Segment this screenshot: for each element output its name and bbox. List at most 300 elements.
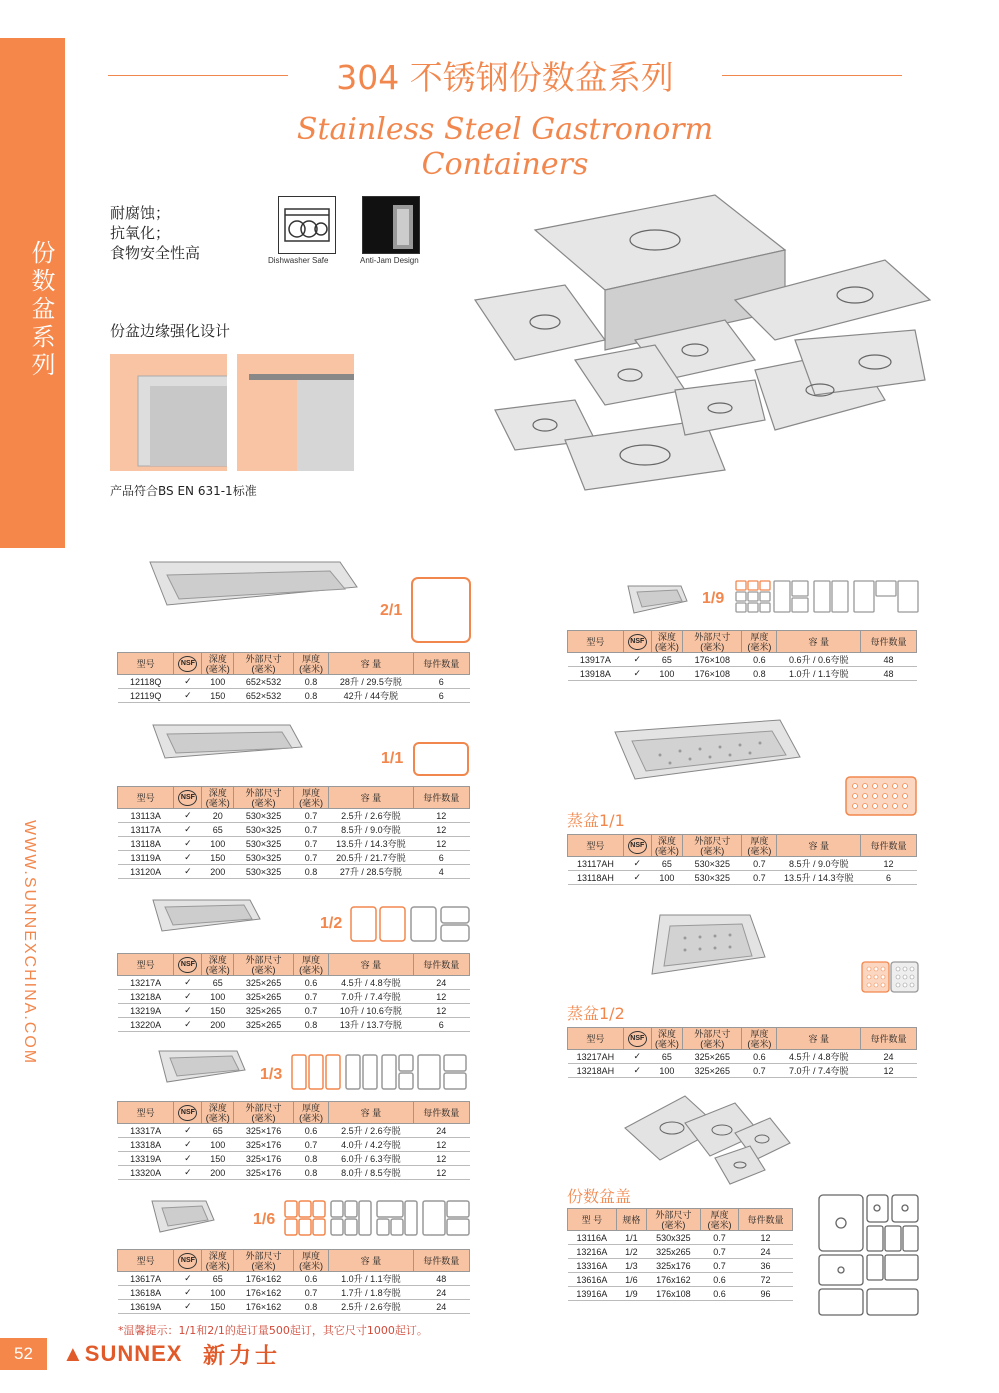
table-cell: 1/2 [616,1245,646,1259]
nsf-icon: NSF [628,634,647,650]
column-header: 每件数量 [413,954,469,976]
table-cell: 652×532 [234,675,294,689]
table-cell: 13219A [118,1004,174,1018]
table-cell: 150 [202,1300,234,1314]
table-cell: ✓ [174,837,202,851]
table-cell: 530×325 [234,865,294,879]
steam-diagram-1-2 [861,961,919,997]
table-cell: 12 [413,1166,469,1180]
diagram-1-2 [349,905,471,947]
table-cell: 0.8 [293,689,328,703]
brand-cn: 新力士 [203,1344,282,1369]
table-cell: 12118Q [118,675,174,689]
table-cell: 13116A [568,1231,617,1245]
table-cell: 6 [861,871,917,885]
spec-table-steam-1-1 [567,834,917,885]
pan-1-6-image [148,1198,218,1240]
table-cell: 0.8 [742,667,777,681]
table-cell: 13217A [118,976,174,990]
nsf-header [174,653,202,675]
table-cell: 4 [413,865,469,879]
column-header: 外部尺寸 (毫米) [683,835,742,857]
page-number: 52 [0,1338,47,1370]
table-cell: ✓ [174,865,202,879]
table-cell: 0.7 [293,1138,328,1152]
nsf-header [174,787,202,809]
table-cell: 4.0升 / 4.2夸脱 [329,1138,413,1152]
column-header: 厚度 (毫米) [293,653,328,675]
table-cell: 0.7 [293,851,328,865]
size-label-1-3: 1/3 [260,1066,283,1083]
edge-photo-1 [110,354,227,471]
spec-table-steam-1-2 [567,1027,917,1078]
table-cell: 13117A [118,823,174,837]
table-cell: 12 [413,1138,469,1152]
bottom-note: *温馨提示：1/1和2/1的起订量500起订，其它尺寸1000起订。 [118,1324,428,1337]
table-cell: ✓ [174,809,202,823]
table-cell: 530×325 [234,823,294,837]
steam-pan-1-2-image [650,912,768,991]
column-header: 厚度 (毫米) [742,1028,777,1050]
column-header: 型号 [118,1102,174,1124]
table-cell: 12 [413,823,469,837]
column-header: 外部尺寸 (毫米) [683,1028,742,1050]
table-cell: 1/3 [616,1259,646,1273]
column-header: 厚度 (毫米) [742,631,777,653]
table-cell: ✓ [174,689,202,703]
table-cell: 7.0升 / 7.4夸脱 [329,990,413,1004]
table-row [568,1273,793,1287]
table-cell: 12 [739,1231,793,1245]
lids-diagram [817,1193,922,1322]
table-cell: 0.8 [293,1300,328,1314]
table-cell: 13216A [568,1245,617,1259]
table-cell: 13.5升 / 14.3夸脱 [777,871,861,885]
table-cell: 6 [413,851,469,865]
table-row [568,1050,917,1064]
table-cell: 176×162 [234,1286,294,1300]
diagram-1-6 [283,1199,471,1241]
table-cell: 652×532 [234,689,294,703]
size-label-1-2: 1/2 [320,915,343,932]
table-cell: 28升 / 29.5夸脱 [329,675,413,689]
table-cell: 0.7 [700,1245,738,1259]
table-cell: ✓ [174,823,202,837]
table-cell: 13117AH [568,857,624,871]
column-header: 容 量 [329,1102,413,1124]
table-cell: 0.8 [293,1018,328,1032]
column-header: 外部尺寸 (毫米) [234,954,294,976]
table-cell: 0.6 [293,1124,328,1138]
table-cell: ✓ [623,857,651,871]
table-cell: 325×265 [683,1050,742,1064]
table-cell: 1.0升 / 1.1夸脱 [777,667,861,681]
table-cell: 13319A [118,1152,174,1166]
table-cell: 2.5升 / 2.6夸脱 [329,809,413,823]
column-header: 容 量 [777,1028,861,1050]
nsf-header [623,1028,651,1050]
column-header: 深度 (毫米) [651,1028,682,1050]
table-cell: 530×325 [234,809,294,823]
table-cell: 1/9 [616,1287,646,1301]
column-header: 容 量 [329,954,413,976]
table-cell: 530×325 [683,871,742,885]
table-cell: ✓ [174,1138,202,1152]
table-cell: 0.6升 / 0.6夸脱 [777,653,861,667]
pan-2-1-image [145,557,360,613]
column-header: 容 量 [329,653,413,675]
column-header: 厚度 (毫米) [742,835,777,857]
table-row [118,1300,470,1314]
table-cell: 1/6 [616,1273,646,1287]
table-cell: ✓ [174,1152,202,1166]
table-cell: ✓ [174,1004,202,1018]
table-cell: 530×325 [683,857,742,871]
table-cell: 13217AH [568,1050,624,1064]
table-cell: 13119A [118,851,174,865]
column-header: 规格 [616,1209,646,1231]
table-row [568,1245,793,1259]
pan-1-2-image [148,897,263,939]
table-cell: 13318A [118,1138,174,1152]
table-cell: 150 [202,689,234,703]
table-cell: 176×162 [234,1300,294,1314]
table-cell: ✓ [174,990,202,1004]
column-header: 厚度 (毫米) [293,787,328,809]
table-cell: ✓ [174,1124,202,1138]
table-cell: 0.8 [293,675,328,689]
table-cell: 13317A [118,1124,174,1138]
table-row [118,1018,470,1032]
nsf-icon: NSF [178,957,197,973]
table-cell: 100 [202,1286,234,1300]
table-cell: 12 [413,1004,469,1018]
column-header: 深度 (毫米) [651,835,682,857]
feature-list [110,203,200,263]
table-cell: 24 [739,1245,793,1259]
size-label-2-1: 2/1 [380,602,403,619]
spec-table-1-1 [117,786,470,879]
table-cell: 13918A [568,667,624,681]
edge-photo-2 [237,354,354,471]
steam-label-1-1: 蒸盆1/1 [567,811,625,830]
table-cell: 0.6 [293,1272,328,1286]
table-cell: 13220A [118,1018,174,1032]
diagram-1-3 [290,1053,470,1095]
diagram-1-9 [734,579,920,619]
table-cell: 176x108 [646,1287,700,1301]
table-cell: 100 [202,675,234,689]
table-cell: 13.5升 / 14.3夸脱 [329,837,413,851]
table-cell: 65 [202,823,234,837]
table-cell: 325×265 [234,1004,294,1018]
lids-image [620,1088,800,1202]
nsf-icon: NSF [178,656,197,672]
table-cell: 13617A [118,1272,174,1286]
table-cell: 12 [413,837,469,851]
table-row [118,1166,470,1180]
column-header: 外部尺寸 (毫米) [683,631,742,653]
column-header: 厚度 (毫米) [293,1102,328,1124]
table-cell: 325×265 [683,1064,742,1078]
table-cell: 20 [202,809,234,823]
table-cell: 48 [861,667,917,681]
table-cell: ✓ [623,667,651,681]
table-cell: 100 [202,990,234,1004]
table-cell: ✓ [623,1064,651,1078]
table-cell: 325×265 [234,990,294,1004]
column-header: 型号 [568,631,624,653]
table-cell: 13120A [118,865,174,879]
table-cell: 0.6 [293,976,328,990]
table-cell: 10升 / 10.6夸脱 [329,1004,413,1018]
hero-product-image [455,190,950,504]
standard-text: 产品符合BS EN 631-1标准 [110,484,257,498]
table-cell: 0.7 [742,857,777,871]
table-cell: 0.7 [293,809,328,823]
feature-line: 食物安全性高 [110,244,201,262]
table-cell: ✓ [623,1050,651,1064]
spec-table-1-6 [117,1249,470,1314]
table-cell: 12119Q [118,689,174,703]
table-row [118,851,470,865]
table-cell: 13619A [118,1300,174,1314]
table-cell: 8.5升 / 9.0夸脱 [329,823,413,837]
spec-table-1-9 [567,630,917,681]
table-row [118,1286,470,1300]
table-cell: 13320A [118,1166,174,1180]
column-header: 深度 (毫米) [202,954,234,976]
table-cell: 176×108 [683,653,742,667]
table-cell: 176x162 [646,1273,700,1287]
column-header: 型号 [568,835,624,857]
spec-table-lids [567,1208,793,1301]
table-cell: ✓ [174,1300,202,1314]
column-header: 外部尺寸 (毫米) [646,1209,700,1231]
table-row [118,1004,470,1018]
diagram-1-1 [412,741,470,781]
table-cell: 65 [651,1050,682,1064]
table-row [118,689,470,703]
table-cell: 200 [202,1166,234,1180]
table-cell: 24 [413,1124,469,1138]
nsf-header [623,631,651,653]
column-header: 深度 (毫米) [202,787,234,809]
feature-line: 耐腐蚀； [110,204,171,222]
table-row [118,675,470,689]
diagram-2-1 [410,576,472,648]
table-cell: 1.7升 / 1.8夸脱 [329,1286,413,1300]
side-title: 份数盆系列 [27,240,55,380]
table-cell: 48 [413,1272,469,1286]
table-cell: 325x265 [646,1245,700,1259]
dishwasher-label: Dishwasher Safe [268,256,329,265]
table-cell: 13316A [568,1259,617,1273]
table-cell: ✓ [623,871,651,885]
table-cell: 0.7 [742,1064,777,1078]
table-cell: 0.6 [700,1273,738,1287]
nsf-icon: NSF [628,1031,647,1047]
table-cell: 0.8 [293,1152,328,1166]
table-row [118,990,470,1004]
table-cell: 0.7 [700,1259,738,1273]
table-cell: 1.0升 / 1.1夸脱 [329,1272,413,1286]
table-cell: 0.7 [293,837,328,851]
table-cell: 65 [651,857,682,871]
table-cell: 0.7 [293,1286,328,1300]
table-row [118,1138,470,1152]
table-cell: 65 [202,976,234,990]
table-cell: 13118AH [568,871,624,885]
table-cell: 24 [861,1050,917,1064]
table-row [118,823,470,837]
table-cell: ✓ [174,1018,202,1032]
table-cell: 13916A [568,1287,617,1301]
table-cell: 100 [202,1138,234,1152]
table-cell: 65 [202,1124,234,1138]
table-cell: 6 [413,1018,469,1032]
table-row [568,1259,793,1273]
table-row [118,1124,470,1138]
table-cell: 530×325 [234,851,294,865]
table-row [118,837,470,851]
table-row [118,809,470,823]
table-cell: 100 [651,1064,682,1078]
table-cell: 0.8 [293,865,328,879]
table-cell: 13升 / 13.7夸脱 [329,1018,413,1032]
nsf-icon: NSF [628,838,647,854]
table-cell: 24 [413,976,469,990]
table-row [568,1231,793,1245]
table-cell: 12 [861,857,917,871]
table-row [568,667,917,681]
table-cell: ✓ [174,1272,202,1286]
column-header: 容 量 [329,1250,413,1272]
table-cell: 6 [413,675,469,689]
anti-jam-icon [362,196,420,254]
column-header: 外部尺寸 (毫米) [234,653,294,675]
table-cell: 36 [739,1259,793,1273]
table-cell: 13118A [118,837,174,851]
table-cell: 13113A [118,809,174,823]
nsf-header [174,954,202,976]
table-cell: 2.5升 / 2.6夸脱 [329,1300,413,1314]
column-header: 型号 [118,653,174,675]
feature-line: 抗氧化； [110,224,171,242]
column-header: 外部尺寸 (毫米) [234,787,294,809]
table-cell: 4.5升 / 4.8夸脱 [777,1050,861,1064]
column-header: 容 量 [777,631,861,653]
spec-table-1-2 [117,953,470,1032]
table-cell: 13917A [568,653,624,667]
table-cell: 24 [413,1286,469,1300]
steam-label-1-2: 蒸盆1/2 [567,1004,625,1023]
table-cell: 27升 / 28.5夸脱 [329,865,413,879]
table-cell: 72 [739,1273,793,1287]
column-header: 深度 (毫米) [202,1102,234,1124]
table-cell: 325×176 [234,1138,294,1152]
table-cell: 325×176 [234,1152,294,1166]
spec-table-2-1 [117,652,470,703]
table-cell: ✓ [174,1166,202,1180]
nsf-header [623,835,651,857]
brand-name: SUNNEX [84,1341,183,1366]
table-row [118,1152,470,1166]
table-row [568,653,917,667]
edge-title: 份盆边缘强化设计 [110,322,231,340]
table-cell: 0.7 [742,871,777,885]
column-header: 深度 (毫米) [202,653,234,675]
column-header: 外部尺寸 (毫米) [234,1250,294,1272]
table-cell: 13218AH [568,1064,624,1078]
column-header: 每件数量 [861,835,917,857]
column-header: 每件数量 [861,631,917,653]
size-label-1-1: 1/1 [381,750,404,767]
table-cell: 325×176 [234,1124,294,1138]
pan-1-1-image [150,722,305,766]
table-cell: 12 [413,990,469,1004]
table-row [568,871,917,885]
table-row [568,1287,793,1301]
page-title: 304 不锈钢份数盆系列 [336,58,674,97]
column-header: 深度 (毫米) [202,1250,234,1272]
table-cell: 65 [202,1272,234,1286]
nsf-header [174,1102,202,1124]
table-cell: 0.6 [742,653,777,667]
table-row [118,1272,470,1286]
column-header: 型号 [118,1250,174,1272]
table-cell: 100 [651,871,682,885]
table-cell: 100 [202,837,234,851]
size-label-1-9: 1/9 [702,590,725,607]
title-rule-right [722,75,902,76]
table-cell: 13618A [118,1286,174,1300]
steam-diagram-1-1 [845,776,917,820]
lids-label: 份数盆盖 [567,1187,632,1206]
table-cell: 20.5升 / 21.7夸脱 [329,851,413,865]
table-cell: 6 [413,689,469,703]
nsf-icon: NSF [178,1253,197,1269]
size-label-1-6: 1/6 [253,1211,276,1228]
table-cell: ✓ [174,675,202,689]
table-cell: 530×325 [234,837,294,851]
spec-table-1-3 [117,1101,470,1180]
table-cell: ✓ [174,851,202,865]
brand-logo [62,1341,182,1367]
table-cell: 530x325 [646,1231,700,1245]
dishwasher-icon [278,196,336,254]
table-cell: 8.5升 / 9.0夸脱 [777,857,861,871]
table-cell: 150 [202,1152,234,1166]
column-header: 厚度 (毫米) [293,1250,328,1272]
table-cell: 65 [651,653,682,667]
table-cell: 325×176 [234,1166,294,1180]
table-cell: 0.7 [293,990,328,1004]
column-header: 厚度 (毫米) [293,954,328,976]
table-cell: 8.0升 / 8.5夸脱 [329,1166,413,1180]
table-cell: 96 [739,1287,793,1301]
nsf-icon: NSF [178,1105,197,1121]
table-row [118,976,470,990]
column-header: 容 量 [329,787,413,809]
table-cell: 150 [202,1004,234,1018]
table-cell: 100 [651,667,682,681]
brand-triangle-icon: ▲ [62,1341,85,1366]
table-cell: 200 [202,1018,234,1032]
pan-1-9-image [625,583,690,621]
table-cell: 176×162 [234,1272,294,1286]
page-subtitle: Stainless Steel Gastronorm Containers [296,112,714,182]
